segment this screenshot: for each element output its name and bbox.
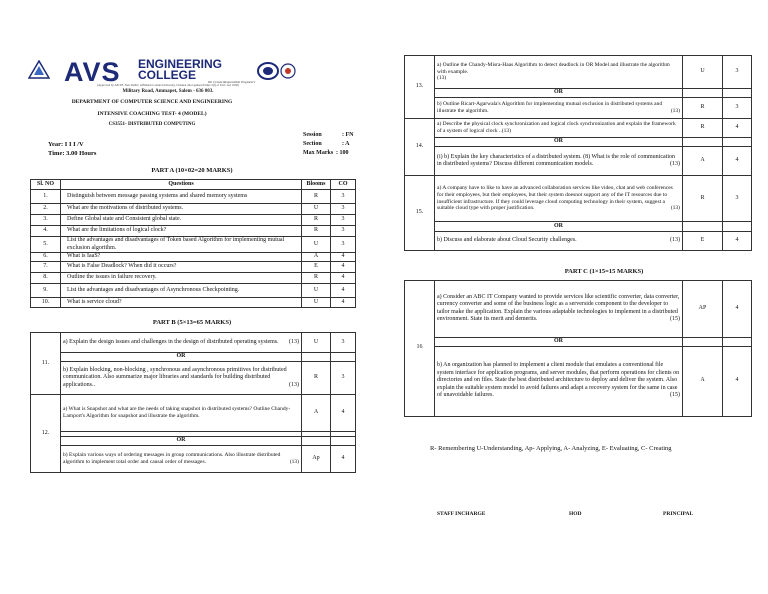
- q11b-row: [31, 362, 356, 395]
- course-outcome: 3: [331, 237, 356, 253]
- question-number: 2.: [31, 204, 61, 215]
- table-row: [31, 204, 356, 215]
- blooms-legend: R- Remembering U-Understanding, Ap- Applying, A- Analyzing, E- Evaluating, C- Creating: [430, 445, 672, 452]
- brand-college: COLLEGE: [138, 68, 197, 82]
- q14a-text: a) Describe the physical clock synchronization and logical clock synchronization and explain the framework of a system of logical clock ..(13): [435, 119, 683, 138]
- col-header-slno: Sl. NO: [31, 180, 61, 190]
- part-c-table: [404, 258, 752, 417]
- q12-number: 12.: [31, 395, 61, 473]
- question-text: Distinguish between message passing systems and shared memory systems: [61, 190, 302, 204]
- q13b-cell: [435, 98, 683, 119]
- blooms-level: U: [302, 284, 331, 298]
- q12b-co: 4: [331, 446, 356, 473]
- q12a-blooms: A: [302, 395, 331, 432]
- q12b-cell: [61, 446, 302, 473]
- section-label: Section: [303, 141, 322, 147]
- question-text: What are the motivations of distributed systems.: [61, 204, 302, 215]
- q14b-marks: (13): [670, 161, 680, 167]
- q11a-marks: (13): [289, 338, 299, 345]
- address-line: Military Road, Ammapet, Salem - 636 003.: [122, 89, 214, 94]
- q15b-cell: [435, 232, 683, 251]
- question-number: 3.: [31, 215, 61, 226]
- q13a-blooms: U: [683, 56, 723, 89]
- blooms-level: R: [302, 215, 331, 226]
- q15a-co: 3: [723, 176, 752, 222]
- q13-number: 13.: [405, 56, 435, 119]
- course-outcome: 4: [331, 273, 356, 284]
- part-b-table-right: [404, 55, 752, 251]
- q15a-row: [405, 176, 752, 222]
- course-outcome: 4: [331, 298, 356, 308]
- q14b-blooms: A: [683, 147, 723, 176]
- naac-logo-icon: [256, 61, 298, 81]
- q11b-text: b) Explain blocking, non-blocking , synchronous and asynchronous primitives for distributed communication. Also summarize major libraries and standards for building distributed applications..: [63, 366, 287, 388]
- q12b-marks: (13): [289, 459, 299, 465]
- question-number: 10.: [31, 298, 61, 308]
- q16-or: OR: [435, 337, 683, 346]
- q13a-row: [405, 56, 752, 89]
- q12-or-row: [31, 437, 356, 446]
- q12a-text: a) What is Snapshot and what are the needs of taking snapshot in distributed systems? Outline Chandy-Lamport's Algorithm for snapshot and illustrate the algorithm.: [61, 395, 302, 432]
- question-number: 5.: [31, 237, 61, 253]
- q13a-co: 3: [723, 56, 752, 89]
- question-text: What is False Deadlock? When did it occurs?: [61, 262, 302, 273]
- table-row: [31, 298, 356, 308]
- maxmarks-value: : 100: [336, 150, 349, 156]
- part-a-title: PART A (10×02=20 MARKS): [151, 167, 233, 174]
- q15b-marks: (13): [670, 237, 680, 244]
- part-b-table-left: [30, 332, 356, 473]
- part-c-title-row: [405, 258, 752, 280]
- course-outcome: 3: [331, 190, 356, 204]
- question-text: Define Global state and Consistent global state.: [61, 215, 302, 226]
- brand-engineering: ENGINEERING: [138, 57, 223, 71]
- q11b-blooms: R: [302, 362, 331, 395]
- question-number: 9.: [31, 284, 61, 298]
- question-number: 7.: [31, 262, 61, 273]
- q16a-cell: [435, 280, 683, 337]
- question-number: 4.: [31, 226, 61, 237]
- q16b-co: 4: [723, 346, 752, 416]
- q15b-text: b) Discuss and elaborate about Cloud Security challenges.: [437, 237, 577, 244]
- table-row: [31, 237, 356, 253]
- q16a-row: [405, 280, 752, 337]
- q11-or-row: [31, 353, 356, 362]
- q16a-marks: (15): [670, 316, 680, 322]
- q15-number: 15.: [405, 176, 435, 251]
- q15a-blooms: R: [683, 176, 723, 222]
- blooms-level: R: [302, 226, 331, 237]
- right-page: [384, 0, 768, 594]
- course-outcome: 3: [331, 204, 356, 215]
- maxmarks-label: Max Marks: [303, 150, 334, 156]
- year-label: Year: I I I /V: [48, 141, 84, 148]
- college-emblem-icon: [28, 60, 50, 80]
- q16b-cell: [435, 346, 683, 416]
- course-outcome: 3: [331, 226, 356, 237]
- q13b-blooms: R: [683, 98, 723, 119]
- q14b-co: 4: [723, 147, 752, 176]
- tagline: We Create Responsible Engineers: [208, 80, 256, 84]
- table-row: [31, 215, 356, 226]
- q11a-blooms: U: [302, 333, 331, 353]
- question-text: What are the limitations of logical clock?: [61, 226, 302, 237]
- hod-label: HOD: [569, 511, 582, 517]
- q16a-co: 4: [723, 280, 752, 337]
- q14b-text: (i) b) Explain the key characteristics of a distributed system. (8) What is the role of communication in distributed systems? Discuss different communication models.: [437, 153, 675, 167]
- part-a-table: [30, 179, 356, 308]
- question-text: List the advantages and disadvantages of Token based Algorithm for implementing mutual exclusion algorithm.: [61, 237, 302, 253]
- q11a-row: [31, 333, 356, 353]
- course-outcome: 4: [331, 262, 356, 273]
- q13b-text: b) Outline Ricart-Agarwala's Algorithm for implementing mutual exclusion in distributed systems and illustrate the algorithm.: [437, 101, 663, 114]
- q12a-row: [31, 395, 356, 432]
- q13b-row: [405, 98, 752, 119]
- q15b-co: 4: [723, 232, 752, 251]
- q11-or: OR: [61, 353, 302, 362]
- part-b-title: PART B (5×13=65 MARKS): [152, 319, 232, 326]
- blooms-level: U: [302, 298, 331, 308]
- q15a-cell: [435, 176, 683, 222]
- q16-number: 16: [405, 280, 435, 416]
- col-header-questions: Questions: [61, 180, 302, 190]
- test-title: INTENSIVE COACHING TEST- 4 (MODEL): [97, 111, 207, 117]
- q12b-text: b) Explain various ways of ordering messages in group communications. Also illustrate distributed algorithm to implement total order and causal order of messages.: [63, 452, 281, 465]
- part-a-header-row: [31, 180, 356, 190]
- principal-label: PRINCIPAL: [663, 511, 694, 517]
- q13b-marks: (13): [670, 108, 680, 114]
- table-row: [31, 226, 356, 237]
- q13a-marks: (13): [437, 75, 447, 82]
- q11-number: 11.: [31, 333, 61, 395]
- q15-or-row: [405, 222, 752, 232]
- part-c-title: PART C (1×15=15 MARKS): [564, 268, 644, 275]
- q14-or-row: [405, 138, 752, 147]
- session-label: Session: [303, 132, 322, 138]
- q15-or: OR: [435, 222, 683, 232]
- q11b-cell: [61, 362, 302, 395]
- q11a-co: 3: [331, 333, 356, 353]
- q16b-marks: (15): [670, 392, 680, 399]
- q12b-row: [31, 446, 356, 473]
- q12a-co: 4: [331, 395, 356, 432]
- blooms-level: E: [302, 262, 331, 273]
- table-row: [31, 284, 356, 298]
- q13a-cell: [435, 56, 683, 89]
- q14b-row: [405, 147, 752, 176]
- question-number: 6.: [31, 253, 61, 262]
- q11b-marks: (13): [289, 381, 299, 388]
- question-number: 8.: [31, 273, 61, 284]
- brand-avs: AVS: [64, 57, 121, 87]
- college-header: [28, 58, 298, 98]
- course-outcome: 3: [331, 215, 356, 226]
- q12-or: OR: [61, 437, 302, 446]
- col-header-co: CO: [331, 180, 356, 190]
- q11a-cell: [61, 333, 302, 353]
- blooms-level: R: [302, 190, 331, 204]
- q16-or-row: [405, 337, 752, 346]
- q16b-blooms: A: [683, 346, 723, 416]
- course-outcome: 4: [331, 284, 356, 298]
- question-text: What is IaaS?: [61, 253, 302, 262]
- q13-or: OR: [435, 89, 683, 98]
- q14a-co: 4: [723, 119, 752, 138]
- q14b-cell: [435, 147, 683, 176]
- staff-incharge-label: STAFF INCHARGE: [437, 511, 486, 517]
- blooms-level: A: [302, 253, 331, 262]
- q13-or-row: [405, 89, 752, 98]
- q14a-blooms: R: [683, 119, 723, 138]
- q14-number: 14.: [405, 119, 435, 176]
- blooms-level: R: [302, 273, 331, 284]
- session-value: : FN: [342, 132, 354, 138]
- section-value: : A: [342, 141, 350, 147]
- q15a-marks: (13): [670, 205, 680, 212]
- question-text: Outline the issues in failure recovery.: [61, 273, 302, 284]
- course-title: CS3551- DISTRIBUTED COMPUTING: [108, 122, 196, 127]
- q16a-text: a) Consider an ABC IT Company wanted to provide services like scientific converter, data converter, currency converter and some of the business logic as a serverside component to the developer to tailor make the application. Explain the various adaptable technologies to implement in a distributed environment. State its merit and demerits.: [437, 293, 680, 322]
- q15b-row: [405, 232, 752, 251]
- q13a-text: a) Outline the Chandy-Misra-Haas Algorithm to detect deadlock in OR Model and illustrate the algorithm with example.: [437, 61, 670, 75]
- question-text: What is service cloud?: [61, 298, 302, 308]
- q14-or: OR: [435, 138, 683, 147]
- q15a-text: a) A company have to like to have an advanced collaboration services like video, chat and web conferences for their employees, but their employees, but their system doesnot support any of the IT resources due to insufficient infrastructure. If they could leverage cloud computing technology in their system, suggest a suitable cloud type with proper justification.: [437, 184, 673, 212]
- table-row: [31, 190, 356, 204]
- course-outcome: 4: [331, 253, 356, 262]
- q16a-blooms: AP: [683, 280, 723, 337]
- blooms-level: U: [302, 204, 331, 215]
- q11b-co: 3: [331, 362, 356, 395]
- department-title: DEPARTMENT OF COMPUTER SCIENCE AND ENGINEERING: [71, 99, 233, 105]
- q11a-text: a) Explain the design issues and challenges in the design of distributed operating systems.: [63, 338, 279, 345]
- table-row: [31, 253, 356, 262]
- q12b-blooms: Ap: [302, 446, 331, 473]
- question-text: List the advantages and disadvantages of Asynchronous Checkpointing.: [61, 284, 302, 298]
- table-row: [31, 273, 356, 284]
- q15b-blooms: E: [683, 232, 723, 251]
- table-row: [31, 262, 356, 273]
- q14a-row: [405, 119, 752, 138]
- col-header-blooms: Blooms: [302, 180, 331, 190]
- q16b-text: b) An organization has planned to implement a client module that emulates a conventional file system interface for application programs, and server modules, that perform operations for clients on directories and on files. State the best distributed architecture to deploy and deliver the system. Also explain the suitable system model to avoid failures and adapt a recovery system for the same in case of unavoidable failures.: [437, 362, 680, 399]
- time-label: Time: 3.00 Hours: [48, 150, 97, 157]
- q13b-co: 3: [723, 98, 752, 119]
- question-number: 1.: [31, 190, 61, 204]
- approval-line: (Approved by AICTE, New Delhi | Affiliated to Anna University, Chennai | Recognised Under 2(f) of UGC Act 1956): [97, 83, 239, 87]
- blooms-level: U: [302, 237, 331, 253]
- q16b-row: [405, 346, 752, 416]
